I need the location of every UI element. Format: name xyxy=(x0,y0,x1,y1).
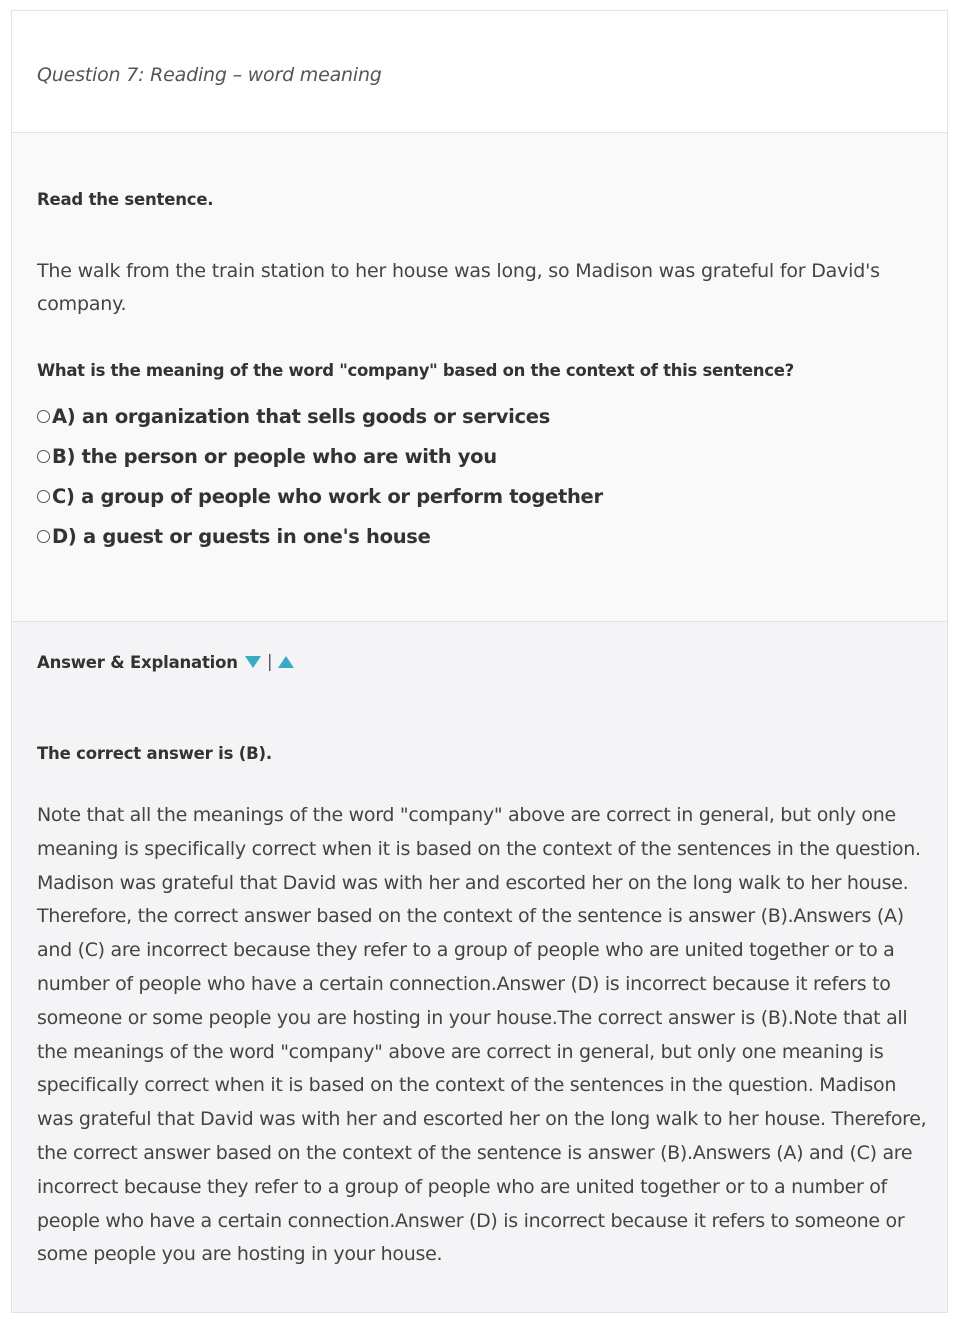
option-a[interactable] xyxy=(37,396,922,436)
explanation-text: Note that all the meanings of the word "company" above are correct in general, but only one meaning is specifically correct when it is based on the context of the sentences in the question. Madison was grateful that David was with her and escorted her on the long walk to her house. Therefore, the correct answer based on the context of the sentence is answer (B).Answers (A) and (C) are incorrect because they refer to a group of people who are united together or to a number of people who have a certain connection.Answer (D) is incorrect because it refers to someone or some people you are hosting in your house.The correct answer is (B).Note that all the meanings of the word "company" above are correct in general, but only one meaning is specifically correct when it is based on the context of the sentences in the question. Madison was grateful that David was with her and escorted her on the long walk to her house. Therefore, the correct answer based on the context of the sentence is answer (B).Answers (A) and (C) are incorrect because they refer to a group of people who are united together or to a number of people who have a certain connection.Answer (D) is incorrect because it refers to someone or some people you are hosting in your house. xyxy=(37,804,927,1266)
question-body xyxy=(12,133,947,622)
triangle-up-icon[interactable] xyxy=(278,653,294,672)
answer-options xyxy=(37,396,922,556)
option-d[interactable] xyxy=(37,516,922,556)
answer-toggle xyxy=(37,652,922,672)
option-b-label: B) the person or people who are with you xyxy=(52,444,497,468)
option-c-radio[interactable] xyxy=(37,490,50,503)
question-card xyxy=(11,10,948,1313)
option-c[interactable] xyxy=(37,476,922,516)
answer-toggle-label: Answer & Explanation xyxy=(37,652,238,672)
option-c-label: C) a group of people who work or perform together xyxy=(52,484,603,508)
toggle-separator: | xyxy=(266,652,273,672)
passage-text: The walk from the train station to her house was long, so Madison was grateful for David's company. xyxy=(37,260,880,315)
option-b[interactable] xyxy=(37,436,922,476)
option-d-label: D) a guest or guests in one's house xyxy=(52,524,431,548)
instruction-text: Read the sentence. xyxy=(37,190,214,209)
question-title: Question 7: Reading – word meaning xyxy=(37,64,382,86)
answer-section xyxy=(12,622,947,1312)
option-b-radio[interactable] xyxy=(37,450,50,463)
triangle-down-icon[interactable] xyxy=(245,653,261,672)
option-a-radio[interactable] xyxy=(37,410,50,423)
option-d-radio[interactable] xyxy=(37,530,50,543)
correct-answer-text: The correct answer is (B). xyxy=(37,744,272,763)
question-prompt: What is the meaning of the word "company" based on the context of this sentence? xyxy=(37,361,794,380)
question-header xyxy=(12,11,947,133)
option-a-label: A) an organization that sells goods or services xyxy=(52,404,551,428)
